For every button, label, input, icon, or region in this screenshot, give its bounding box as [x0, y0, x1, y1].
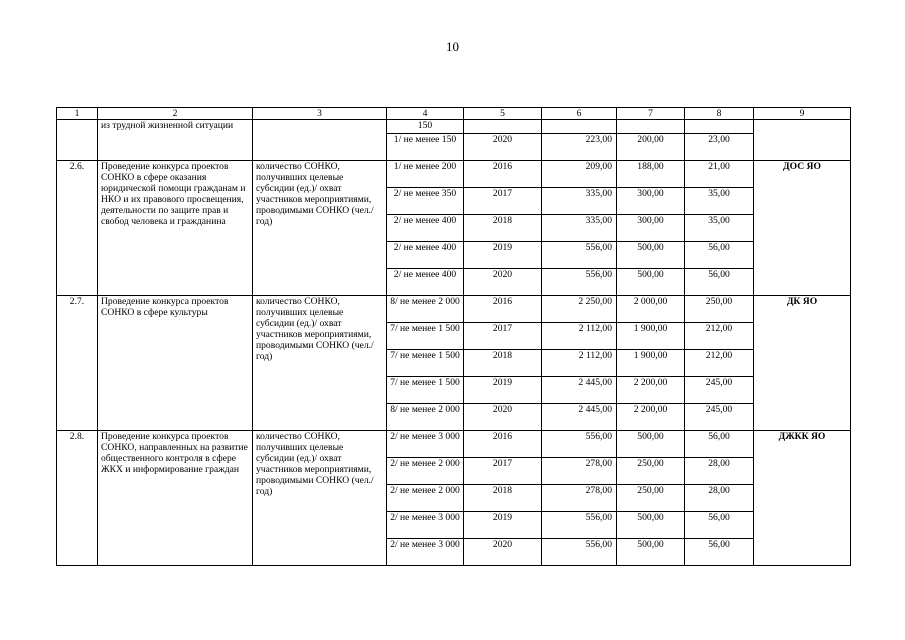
amount-col8-cell: 35,00 [685, 188, 754, 215]
amount-total-cell [542, 120, 617, 134]
page-number: 10 [446, 39, 459, 54]
event-title-cell: Проведение конкурса проектов СОНКО в сфере оказания юридической помощи гражданам и НКО и их правового просвещения, деятельности по защите прав и свобод человека и гражданина [98, 161, 253, 296]
header-col-7: 7 [617, 108, 685, 120]
amount-col7-cell: 188,00 [617, 161, 685, 188]
amount-total-cell: 2 445,00 [542, 404, 617, 431]
executor-cell: ДЖКК ЯО [754, 431, 851, 566]
amount-total-cell: 556,00 [542, 269, 617, 296]
year-cell: 2019 [464, 512, 542, 539]
amount-col8-cell: 56,00 [685, 242, 754, 269]
header-row [57, 108, 851, 120]
year-cell: 2016 [464, 296, 542, 323]
year-cell: 2018 [464, 350, 542, 377]
year-cell: 2018 [464, 485, 542, 512]
amount-col7-cell: 2 200,00 [617, 404, 685, 431]
indicator-cell: количество СОНКО, получивших целевые субсидии (ед.)/ охват участников мероприятиями, проводимыми СОНКО (чел./ год) [253, 431, 387, 566]
header-col-6: 6 [542, 108, 617, 120]
header-col-2: 2 [98, 108, 253, 120]
header-col-8: 8 [685, 108, 754, 120]
event-title-cell: из трудной жизненной ситуации [98, 120, 253, 161]
amount-col8-cell: 56,00 [685, 539, 754, 566]
amount-col8-cell: 56,00 [685, 512, 754, 539]
amount-col7-cell: 2 200,00 [617, 377, 685, 404]
year-cell: 2016 [464, 431, 542, 458]
amount-col8-cell: 28,00 [685, 458, 754, 485]
year-cell [464, 120, 542, 134]
amount-col7-cell: 500,00 [617, 269, 685, 296]
amount-col8-cell: 56,00 [685, 431, 754, 458]
amount-total-cell: 2 112,00 [542, 350, 617, 377]
target-cell: 2/ не менее 400 [387, 242, 464, 269]
row-number-cell: 2.6. [57, 161, 98, 296]
target-cell: 7/ не менее 1 500 [387, 377, 464, 404]
event-title-cell: Проведение конкурса проектов СОНКО, направленных на развитие общественного контроля в сфере ЖКХ и информирование граждан [98, 431, 253, 566]
amount-total-cell: 335,00 [542, 215, 617, 242]
year-cell: 2020 [464, 134, 542, 161]
target-cell: 8/ не менее 2 000 [387, 404, 464, 431]
amount-col8-cell [685, 120, 754, 134]
year-cell: 2020 [464, 269, 542, 296]
table-body [57, 108, 851, 566]
indicator-cell: количество СОНКО, получивших целевые субсидии (ед.)/ охват участников мероприятиями, проводимыми СОНКО (чел./ год) [253, 161, 387, 296]
row-number-cell: 2.8. [57, 431, 98, 566]
row-number-cell: 2.7. [57, 296, 98, 431]
amount-col7-cell: 250,00 [617, 458, 685, 485]
amount-total-cell: 335,00 [542, 188, 617, 215]
amount-total-cell: 556,00 [542, 539, 617, 566]
target-cell: 2/ не менее 400 [387, 269, 464, 296]
table-row [57, 431, 851, 458]
amount-total-cell: 556,00 [542, 512, 617, 539]
executor-cell: ДОС ЯО [754, 161, 851, 296]
amount-total-cell: 556,00 [542, 431, 617, 458]
amount-col7-cell [617, 120, 685, 134]
year-cell: 2020 [464, 539, 542, 566]
event-title-cell: Проведение конкурса проектов СОНКО в сфере культуры [98, 296, 253, 431]
year-cell: 2018 [464, 215, 542, 242]
target-cell: 1/ не менее 200 [387, 161, 464, 188]
amount-col8-cell: 250,00 [685, 296, 754, 323]
target-cell: 150 [387, 120, 464, 134]
amount-col7-cell: 500,00 [617, 539, 685, 566]
target-cell: 7/ не менее 1 500 [387, 323, 464, 350]
target-cell: 8/ не менее 2 000 [387, 296, 464, 323]
amount-total-cell: 2 250,00 [542, 296, 617, 323]
target-cell: 1/ не менее 150 [387, 134, 464, 161]
year-cell: 2017 [464, 188, 542, 215]
amount-col8-cell: 212,00 [685, 323, 754, 350]
amount-col7-cell: 300,00 [617, 215, 685, 242]
year-cell: 2020 [464, 404, 542, 431]
target-cell: 2/ не менее 350 [387, 188, 464, 215]
amount-total-cell: 556,00 [542, 242, 617, 269]
amount-col7-cell: 2 000,00 [617, 296, 685, 323]
header-col-9: 9 [754, 108, 851, 120]
amount-col8-cell: 35,00 [685, 215, 754, 242]
year-cell: 2016 [464, 161, 542, 188]
executor-cell: ДК ЯО [754, 296, 851, 431]
target-cell: 2/ не менее 2 000 [387, 485, 464, 512]
amount-col7-cell: 300,00 [617, 188, 685, 215]
amount-col8-cell: 21,00 [685, 161, 754, 188]
amount-col7-cell: 500,00 [617, 431, 685, 458]
amount-col7-cell: 200,00 [617, 134, 685, 161]
target-cell: 2/ не менее 3 000 [387, 539, 464, 566]
amount-col8-cell: 245,00 [685, 404, 754, 431]
amount-col8-cell: 56,00 [685, 269, 754, 296]
target-cell: 2/ не менее 3 000 [387, 512, 464, 539]
row-number-cell [57, 120, 98, 161]
amount-col7-cell: 1 900,00 [617, 350, 685, 377]
header-col-3: 3 [253, 108, 387, 120]
amount-total-cell: 223,00 [542, 134, 617, 161]
amount-col8-cell: 245,00 [685, 377, 754, 404]
year-cell: 2017 [464, 458, 542, 485]
amount-col8-cell: 23,00 [685, 134, 754, 161]
amount-total-cell: 2 112,00 [542, 323, 617, 350]
amount-col8-cell: 28,00 [685, 485, 754, 512]
amount-col7-cell: 500,00 [617, 242, 685, 269]
target-cell: 2/ не менее 400 [387, 215, 464, 242]
target-cell: 2/ не менее 2 000 [387, 458, 464, 485]
header-col-4: 4 [387, 108, 464, 120]
header-col-1: 1 [57, 108, 98, 120]
amount-total-cell: 278,00 [542, 458, 617, 485]
header-col-5: 5 [464, 108, 542, 120]
executor-cell [754, 120, 851, 161]
year-cell: 2017 [464, 323, 542, 350]
amount-total-cell: 278,00 [542, 485, 617, 512]
amount-col7-cell: 500,00 [617, 512, 685, 539]
table-row [57, 120, 851, 134]
indicator-cell [253, 120, 387, 161]
target-cell: 7/ не менее 1 500 [387, 350, 464, 377]
amount-col7-cell: 1 900,00 [617, 323, 685, 350]
year-cell: 2019 [464, 242, 542, 269]
table-row [57, 296, 851, 323]
amount-col7-cell: 250,00 [617, 485, 685, 512]
table-row [57, 161, 851, 188]
target-cell: 2/ не менее 3 000 [387, 431, 464, 458]
amount-col8-cell: 212,00 [685, 350, 754, 377]
indicator-cell: количество СОНКО, получивших целевые субсидии (ед.)/ охват участников мероприятиями, проводимыми СОНКО (чел./ год) [253, 296, 387, 431]
amount-total-cell: 209,00 [542, 161, 617, 188]
amount-total-cell: 2 445,00 [542, 377, 617, 404]
program-table [56, 107, 851, 566]
year-cell: 2019 [464, 377, 542, 404]
